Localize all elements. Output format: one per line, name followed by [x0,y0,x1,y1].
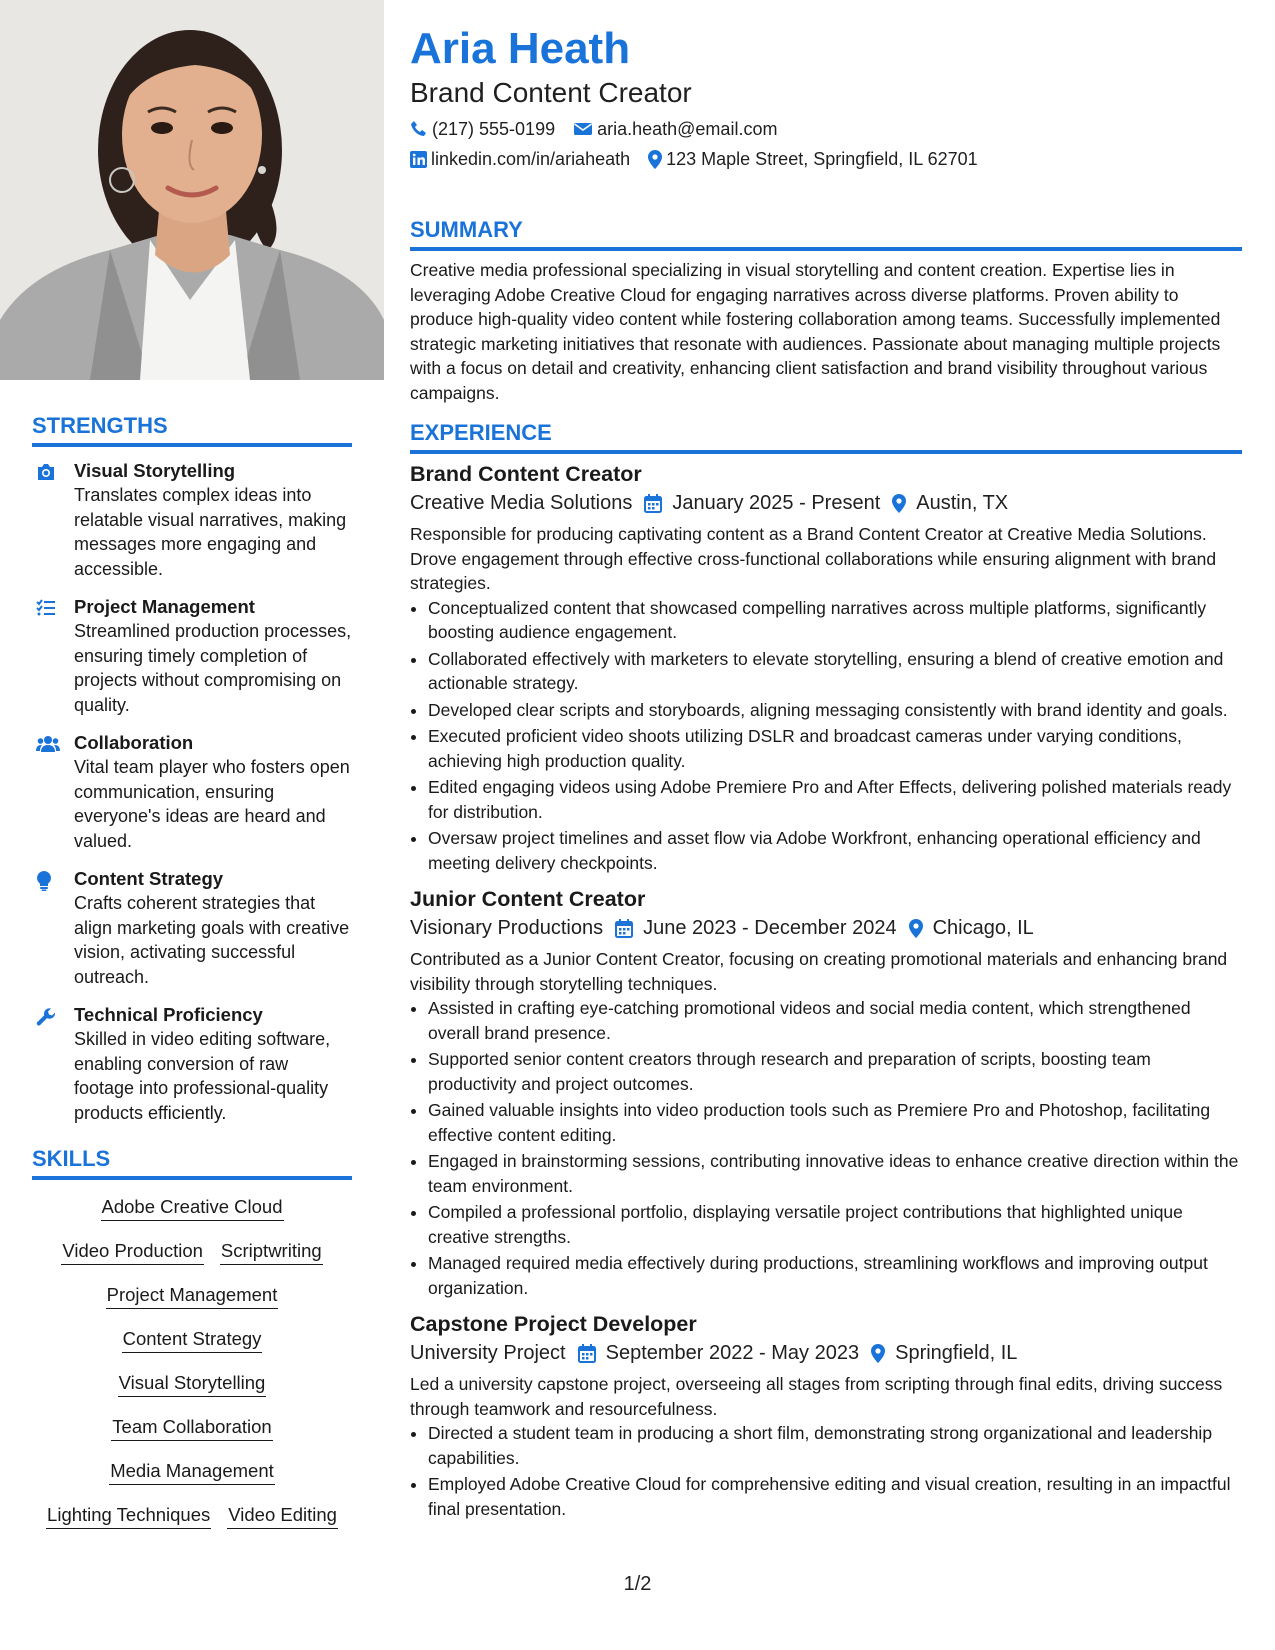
job-company: Visionary Productions [410,917,604,939]
profile-photo [0,0,384,380]
skill-tag: Video Editing [227,1502,338,1529]
job-entry [410,885,1242,1300]
bullet-item: • Employed Adobe Creative Cloud for comprehensive editing and visual creation, resulting in an impactful final presentation. [428,1472,1242,1521]
job-meta [410,488,1242,518]
job-bullets [410,996,1242,1300]
lightbulb-icon [32,867,74,989]
skill-tag: Content Strategy [122,1326,263,1353]
job-entry [410,460,1242,875]
email-link[interactable]: aria.heath@email.com [597,119,778,139]
phone-number[interactable]: (217) 555-0199 [432,119,556,139]
linkedin-icon [410,151,427,168]
summary-text: Creative media professional specializing in visual storytelling and content creation. Expertise lies in leveraging Adobe Creative Cloud for engaging narratives across diverse platforms. Proven ability to produce high-quality video content while fostering collaboration among teams. Successfully implemented strategic marketing initiatives that resonate with audiences. Passionate about managing multiple projects with a focus on detail and creativity, enhancing client satisfaction and brand visibility throughout various campaigns. [410,260,1221,403]
summary-heading: SUMMARY [410,216,1242,251]
contact-row [410,146,1242,172]
calendar-icon [644,494,662,513]
bullet-item: • Oversaw project timelines and asset flow via Adobe Workfront, enhancing operational efficiency and meeting delivery checkpoints. [428,826,1242,875]
bullet-item: • Supported senior content creators through research and preparation of scripts, boosting team productivity and project outcomes. [428,1047,1242,1096]
strength-title: Collaboration [74,732,194,753]
skill-tag: Scriptwriting [220,1238,323,1265]
list-check-icon [32,595,74,717]
camera-icon [32,459,74,581]
skills-heading: SKILLS [32,1145,352,1180]
linkedin-link[interactable]: linkedin.com/in/ariaheath [431,149,631,169]
strength-description: Crafts coherent strategies that align marketing goals with creative vision, activating successful outreach. [74,893,350,987]
location-pin-icon [648,150,662,169]
skill-tag: Team Collaboration [111,1414,272,1441]
bullet-item: • Gained valuable insights into video production tools such as Premiere Pro and Photoshop, facilitating effective content editing. [428,1098,1242,1147]
job-location: Austin, TX [916,492,1009,514]
job-company: University Project [410,1342,566,1364]
bullet-item: • Directed a student team in producing a short film, demonstrating strong organizational and leadership capabilities. [428,1421,1242,1470]
candidate-name: Aria Heath [410,24,631,73]
job-dates: June 2023 - December 2024 [643,917,897,939]
job-location: Springfield, IL [895,1342,1018,1364]
job-bullets [410,596,1242,876]
calendar-icon [578,1344,596,1363]
strength-title: Content Strategy [74,868,224,889]
strengths-list [32,459,352,1125]
bullet-item: • Collaborated effectively with marketers to elevate storytelling, ensuring a blend of creative emotion and actionable strategy. [428,647,1242,696]
users-icon [32,731,74,853]
job-bullets [410,1421,1242,1521]
strength-description: Skilled in video editing software, enabling conversion of raw footage into professional-quality products efficiently. [74,1029,331,1123]
address: 123 Maple Street, Springfield, IL 62701 [666,149,978,169]
location-pin-icon [909,919,923,938]
calendar-icon [615,919,633,938]
job-description: Contributed as a Junior Content Creator, focusing on creating promotional materials and enhancing brand visibility through storytelling techniques. [410,949,1228,994]
skill-tag: Project Management [106,1282,279,1309]
sidebar [0,0,384,1650]
strength-item [32,1003,352,1125]
bullet-item: • Edited engaging videos using Adobe Premiere Pro and After Effects, delivering polished materials ready for distribution. [428,775,1242,824]
location-pin-icon [871,1344,885,1363]
page-number: 1/2 [623,1573,652,1595]
skill-tag: Adobe Creative Cloud [101,1194,284,1221]
job-description: Led a university capstone project, overseeing all stages from scripting through final edits, driving success through teamwork and resourcefulness. [410,1374,1223,1419]
bullet-item: • Executed proficient video shoots utilizing DSLR and broadcast cameras under varying conditions, achieving high production quality. [428,724,1242,773]
email-icon [573,121,593,137]
bullet-item: • Assisted in crafting eye-catching promotional videos and social media content, which strengthened overall brand presence. [428,996,1242,1045]
skills-list [32,1194,352,1529]
main-content [410,24,1242,1523]
skill-tag: Video Production [61,1238,204,1265]
candidate-title: Brand Content Creator [410,77,692,108]
bullet-item: • Engaged in brainstorming sessions, contributing innovative ideas to enhance creative direction within the team environment. [428,1149,1242,1198]
wrench-icon [32,1003,74,1125]
job-entry [410,1310,1242,1521]
job-meta [410,913,1242,943]
strength-item [32,459,352,581]
job-title: Junior Content Creator [410,887,646,911]
strength-description: Streamlined production processes, ensuring timely completion of projects without compromising on quality. [74,621,352,715]
bullet-item: • Conceptualized content that showcased compelling narratives across multiple platforms, significantly boosting audience engagement. [428,596,1242,645]
strength-description: Vital team player who fosters open communication, ensuring everyone's ideas are heard and valued. [74,757,350,851]
strength-item [32,867,352,989]
strength-title: Technical Proficiency [74,1004,263,1025]
contact-row [410,116,1242,142]
strengths-heading: STRENGTHS [32,412,352,447]
strength-title: Project Management [74,596,255,617]
job-title: Capstone Project Developer [410,1312,697,1336]
strength-title: Visual Storytelling [74,460,236,481]
job-description: Responsible for producing captivating content as a Brand Content Creator at Creative Media Solutions. Drove engagement through effective cross-functional collaborations while ensuring alignment with brand strategies. [410,524,1217,593]
strength-item [32,731,352,853]
job-location: Chicago, IL [932,917,1034,939]
skill-tag: Lighting Techniques [46,1502,211,1529]
bullet-item: • Managed required media effectively during productions, streamlining workflows and improving output organization. [428,1251,1242,1300]
bullet-item: • Compiled a professional portfolio, displaying versatile project contributions that highlighted unique creative strengths. [428,1200,1242,1249]
experience-heading: EXPERIENCE [410,419,1242,454]
strength-item [32,595,352,717]
strength-description: Translates complex ideas into relatable visual narratives, making messages more engaging and accessible. [74,485,347,579]
job-meta [410,1338,1242,1368]
job-dates: September 2022 - May 2023 [605,1342,860,1364]
location-pin-icon [892,494,906,513]
skill-tag: Media Management [109,1458,275,1485]
skill-tag: Visual Storytelling [118,1370,267,1397]
bullet-item: • Developed clear scripts and storyboards, aligning messaging consistently with brand identity and goals. [428,698,1242,723]
job-dates: January 2025 - Present [672,492,881,514]
phone-icon [410,120,428,138]
job-company: Creative Media Solutions [410,492,633,514]
job-title: Brand Content Creator [410,462,642,486]
